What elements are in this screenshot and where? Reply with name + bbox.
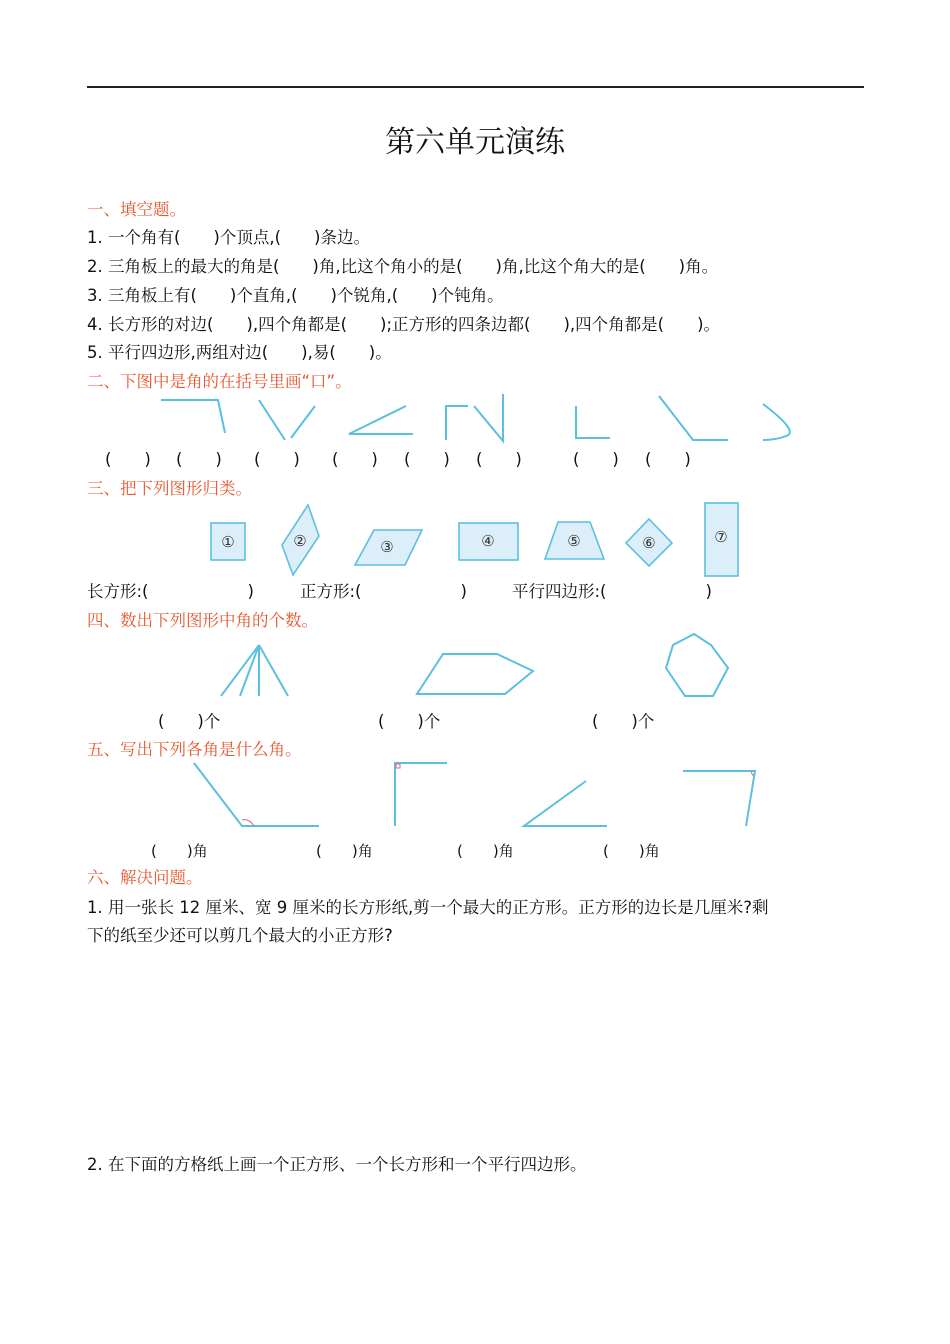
answer-blank: ( ) xyxy=(332,450,378,469)
section-5-heading: 五、写出下列各角是什么角。 xyxy=(87,740,302,759)
section-2-heading: 二、下图中是角的在括号里画“口”。 xyxy=(87,372,352,391)
question-1-4: 4. 长方形的对边( ),四个角都是( );正方形的四条边都( ),四个角都是( )。 xyxy=(87,315,721,334)
angle-obtuse xyxy=(194,763,319,826)
svg-text:①: ① xyxy=(221,533,235,551)
category-parallelogram: 平行四边形:( ) xyxy=(512,582,712,601)
answer-blank: ( ) xyxy=(645,450,691,469)
figure-curve xyxy=(763,404,790,440)
figure-open-shape xyxy=(446,394,503,441)
answer-blank: ( ) xyxy=(573,450,619,469)
figure-heptagon xyxy=(666,634,728,696)
figure-separate-lines xyxy=(259,400,315,440)
answer-blank: ( ) xyxy=(404,450,450,469)
page-title: 第六单元演练 xyxy=(385,125,565,160)
count-blank: ( )个 xyxy=(158,712,221,731)
angle-blank: ( )角 xyxy=(151,842,208,860)
answer-blank: ( ) xyxy=(105,450,151,469)
count-blank: ( )个 xyxy=(378,712,441,731)
problem-1-line-2: 下的纸至少还可以剪几个最大的小正方形? xyxy=(87,926,393,945)
answer-blank: ( ) xyxy=(176,450,222,469)
figure-acute-angle xyxy=(349,406,413,434)
figure-bent-line xyxy=(161,400,225,433)
angle-blank: ( )角 xyxy=(457,842,514,860)
shape-1-rectangle xyxy=(211,523,245,560)
category-rectangle: 长方形:( ) xyxy=(87,582,254,601)
angle-blank: ( )角 xyxy=(603,842,660,860)
shape-5-trapezoid xyxy=(545,522,604,559)
shape-7-rectangle xyxy=(705,503,738,576)
problem-1-line-1: 1. 用一张长 12 厘米、宽 9 厘米的长方形纸,剪一个最大的正方形。正方形的边长是几厘米?剩 xyxy=(87,898,769,917)
svg-text:⑤: ⑤ xyxy=(567,532,581,550)
figure-pentagon xyxy=(417,654,533,694)
svg-text:③: ③ xyxy=(380,538,394,556)
answer-blank: ( ) xyxy=(254,450,300,469)
angle-acute xyxy=(524,781,607,826)
svg-text:⑦: ⑦ xyxy=(714,528,728,546)
shape-4-rectangle xyxy=(459,523,518,560)
shape-3-parallelogram xyxy=(355,530,422,565)
angle-right xyxy=(395,763,447,826)
section-6-heading: 六、解决问题。 xyxy=(87,868,203,887)
count-blank: ( )个 xyxy=(592,712,655,731)
question-1-2: 2. 三角板上的最大的角是( )角,比这个角小的是( )角,比这个角大的是( )角。 xyxy=(87,257,719,276)
question-1-1: 1. 一个角有( )个顶点,( )条边。 xyxy=(87,228,370,247)
section-1-heading: 一、填空题。 xyxy=(87,200,186,219)
svg-text:⑥: ⑥ xyxy=(642,534,656,552)
answer-blank: ( ) xyxy=(476,450,522,469)
figure-obtuse-angle xyxy=(659,396,728,440)
svg-text:④: ④ xyxy=(481,532,495,550)
figure-fan-angles xyxy=(221,645,288,696)
shape-2-rhombus xyxy=(282,505,319,575)
category-square: 正方形:( ) xyxy=(300,582,467,601)
section-4-heading: 四、数出下列图形中角的个数。 xyxy=(87,611,318,630)
section-3-heading: 三、把下列图形归类。 xyxy=(87,479,252,498)
shape-6-square-rotated xyxy=(626,519,672,566)
angle-acute-2 xyxy=(683,771,755,826)
angle-blank: ( )角 xyxy=(316,842,373,860)
svg-text:②: ② xyxy=(293,532,307,550)
figure-right-angle xyxy=(576,406,610,438)
problem-2: 2. 在下面的方格纸上画一个正方形、一个长方形和一个平行四边形。 xyxy=(87,1155,587,1174)
question-1-3: 3. 三角板上有( )个直角,( )个锐角,( )个钝角。 xyxy=(87,286,504,305)
question-1-5: 5. 平行四边形,两组对边( ),易( )。 xyxy=(87,343,392,362)
